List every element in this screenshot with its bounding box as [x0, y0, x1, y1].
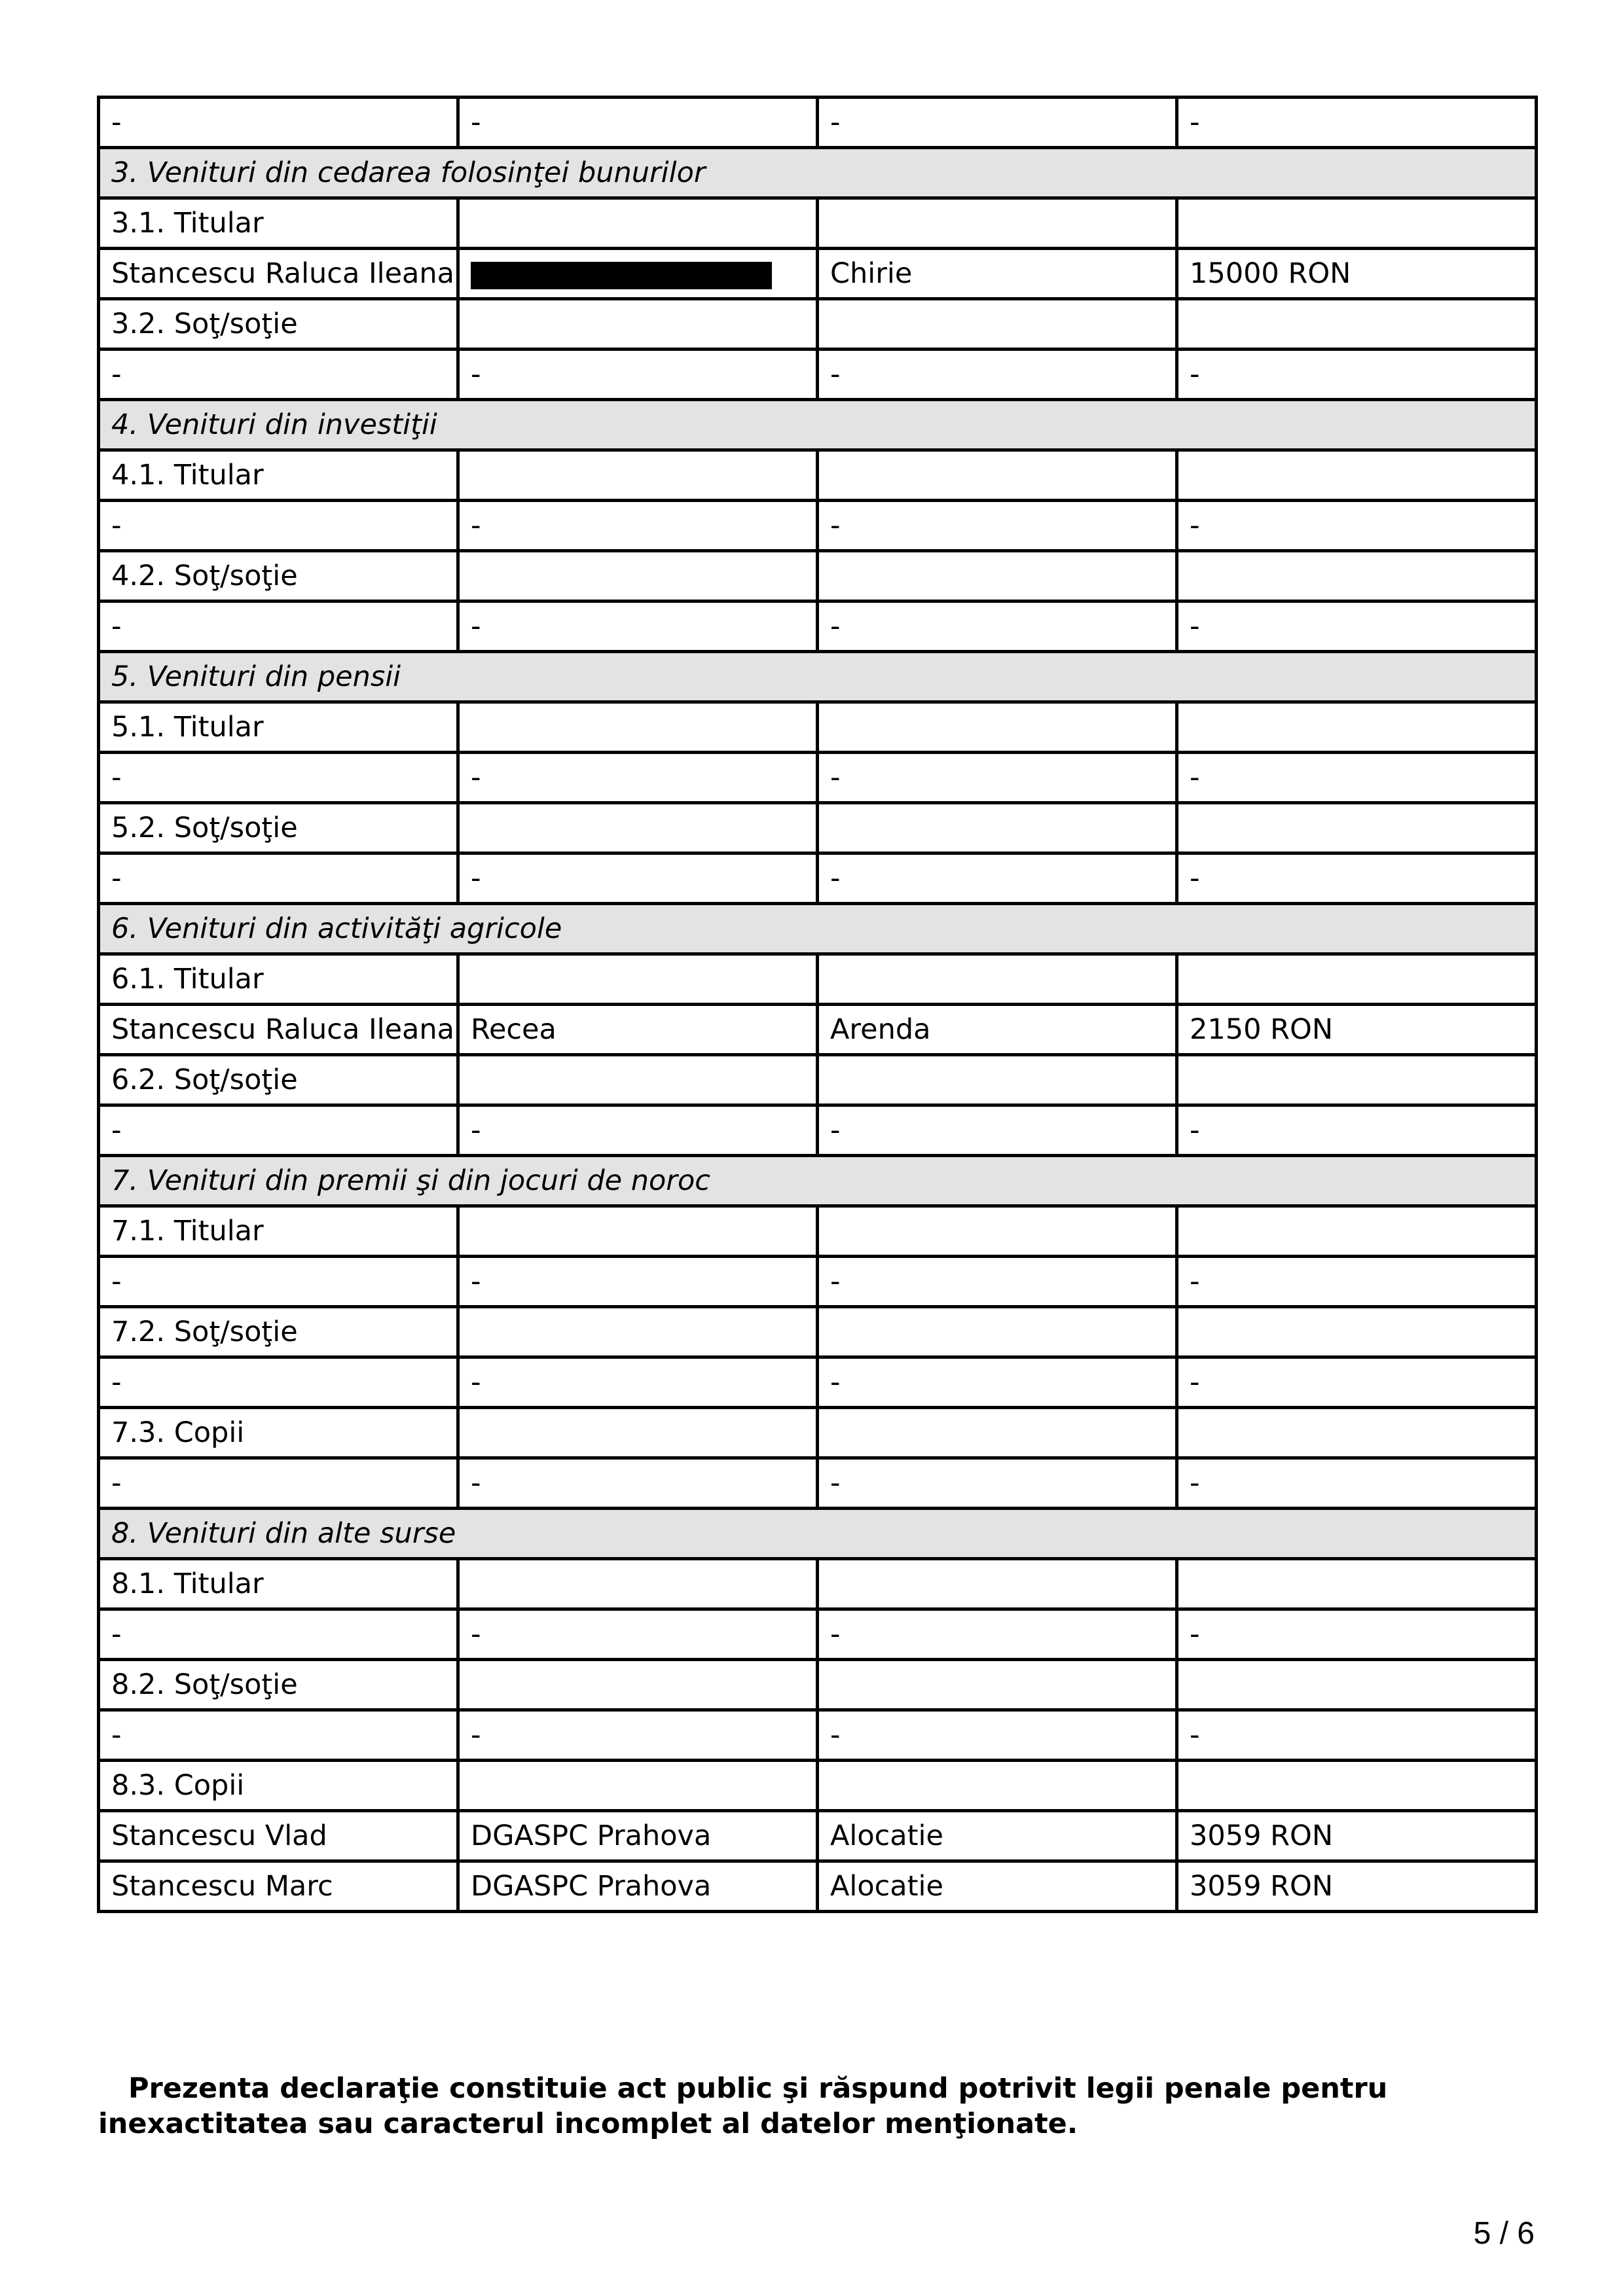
empty-cell: [818, 702, 1177, 753]
section-header-row: [99, 904, 1537, 954]
subsection-row: [99, 1559, 1537, 1609]
table-row: [99, 1861, 1537, 1912]
subsection-row: [99, 1761, 1537, 1811]
subsection-label: 3.1. Titular: [99, 198, 458, 249]
table-cell: -: [99, 98, 458, 148]
table-cell: -: [99, 753, 458, 803]
empty-cell: [818, 1307, 1177, 1357]
subsection-row: [99, 198, 1537, 249]
table-row: [99, 601, 1537, 652]
subsection-row: [99, 1206, 1537, 1257]
subsection-row: [99, 803, 1537, 853]
section-header-row: [99, 1156, 1537, 1206]
table-row: [99, 1257, 1537, 1307]
empty-cell: [1177, 198, 1537, 249]
empty-cell: [458, 1206, 818, 1257]
table-cell: -: [818, 501, 1177, 551]
table-cell: -: [458, 98, 818, 148]
table-cell: -: [1177, 501, 1537, 551]
table-cell: -: [1177, 1357, 1537, 1408]
table-row: [99, 1005, 1537, 1055]
empty-cell: [818, 1660, 1177, 1710]
redacted-cell: [458, 249, 818, 299]
table-cell: -: [1177, 853, 1537, 904]
empty-cell: [818, 1559, 1177, 1609]
empty-cell: [818, 299, 1177, 350]
table-cell: -: [1177, 1105, 1537, 1156]
empty-cell: [1177, 1761, 1537, 1811]
table-cell: -: [458, 350, 818, 400]
empty-cell: [1177, 1408, 1537, 1458]
table-cell: -: [99, 501, 458, 551]
table-cell: -: [1177, 601, 1537, 652]
empty-cell: [1177, 1559, 1537, 1609]
section-title: 5. Venituri din pensii: [99, 652, 1537, 702]
table-cell: -: [99, 601, 458, 652]
table-cell: 15000 RON: [1177, 249, 1537, 299]
subsection-label: 4.1. Titular: [99, 450, 458, 501]
subsection-row: [99, 954, 1537, 1005]
table-cell: -: [818, 1710, 1177, 1761]
table-row: [99, 98, 1537, 148]
empty-cell: [818, 803, 1177, 853]
section-title: 6. Venituri din activităţi agricole: [99, 904, 1537, 954]
subsection-row: [99, 1660, 1537, 1710]
table-cell: -: [818, 1609, 1177, 1660]
subsection-label: 7.3. Copii: [99, 1408, 458, 1458]
table-cell: -: [99, 350, 458, 400]
subsection-label: 3.2. Soţ/soţie: [99, 299, 458, 350]
empty-cell: [818, 450, 1177, 501]
table-cell: Alocatie: [818, 1811, 1177, 1861]
table-cell: -: [818, 601, 1177, 652]
table-cell: Stancescu Raluca Ileana: [99, 1005, 458, 1055]
table-cell: -: [818, 1357, 1177, 1408]
section-title: 8. Venituri din alte surse: [99, 1509, 1537, 1559]
table-cell: -: [458, 1357, 818, 1408]
table-row: [99, 249, 1537, 299]
subsection-label: 7.2. Soţ/soţie: [99, 1307, 458, 1357]
table-cell: -: [818, 1105, 1177, 1156]
subsection-row: [99, 1307, 1537, 1357]
section-header-row: [99, 1509, 1537, 1559]
table-cell: Alocatie: [818, 1861, 1177, 1912]
table-cell: -: [1177, 350, 1537, 400]
empty-cell: [458, 299, 818, 350]
empty-cell: [1177, 1307, 1537, 1357]
table-cell: -: [99, 1105, 458, 1156]
table-cell: -: [818, 1458, 1177, 1509]
empty-cell: [1177, 803, 1537, 853]
table-cell: -: [818, 1257, 1177, 1307]
table-cell: -: [458, 1710, 818, 1761]
table-cell: Chirie: [818, 249, 1177, 299]
table-row: [99, 1357, 1537, 1408]
table-cell: -: [458, 1257, 818, 1307]
declaration-statement: Prezenta declaraţie constituie act public şi răspund potrivit legii penale pentru inexactitatea sau caracterul incomplet al datelor menţionate.: [98, 2072, 1388, 2140]
table-cell: 3059 RON: [1177, 1861, 1537, 1912]
empty-cell: [818, 1206, 1177, 1257]
empty-cell: [1177, 1055, 1537, 1105]
table-row: [99, 1811, 1537, 1861]
empty-cell: [1177, 551, 1537, 601]
subsection-row: [99, 299, 1537, 350]
empty-cell: [1177, 954, 1537, 1005]
section-title: 7. Venituri din premii şi din jocuri de noroc: [99, 1156, 1537, 1206]
table-row: [99, 501, 1537, 551]
income-table-body: [99, 98, 1537, 1912]
table-cell: -: [1177, 753, 1537, 803]
empty-cell: [458, 954, 818, 1005]
table-cell: -: [1177, 1609, 1537, 1660]
table-cell: -: [99, 1710, 458, 1761]
empty-cell: [458, 702, 818, 753]
subsection-label: 6.2. Soţ/soţie: [99, 1055, 458, 1105]
table-row: [99, 1458, 1537, 1509]
table-cell: -: [99, 853, 458, 904]
table-cell: Stancescu Raluca Ileana: [99, 249, 458, 299]
table-cell: Stancescu Vlad: [99, 1811, 458, 1861]
subsection-label: 6.1. Titular: [99, 954, 458, 1005]
empty-cell: [818, 1055, 1177, 1105]
income-table: [97, 96, 1538, 1913]
subsection-row: [99, 1408, 1537, 1458]
table-cell: -: [818, 350, 1177, 400]
table-cell: -: [1177, 1257, 1537, 1307]
table-cell: -: [99, 1609, 458, 1660]
empty-cell: [818, 1408, 1177, 1458]
section-header-row: [99, 652, 1537, 702]
table-cell: DGASPC Prahova: [458, 1861, 818, 1912]
empty-cell: [1177, 1660, 1537, 1710]
empty-cell: [458, 450, 818, 501]
empty-cell: [1177, 299, 1537, 350]
table-cell: -: [1177, 98, 1537, 148]
table-cell: -: [1177, 1458, 1537, 1509]
subsection-row: [99, 702, 1537, 753]
table-row: [99, 753, 1537, 803]
table-row: [99, 853, 1537, 904]
table-cell: -: [818, 753, 1177, 803]
empty-cell: [458, 198, 818, 249]
subsection-label: 8.1. Titular: [99, 1559, 458, 1609]
table-cell: Recea: [458, 1005, 818, 1055]
subsection-row: [99, 551, 1537, 601]
table-cell: -: [458, 1105, 818, 1156]
subsection-row: [99, 1055, 1537, 1105]
table-row: [99, 1710, 1537, 1761]
section-header-row: [99, 400, 1537, 450]
table-cell: 3059 RON: [1177, 1811, 1537, 1861]
table-cell: -: [99, 1458, 458, 1509]
empty-cell: [458, 1761, 818, 1811]
table-cell: -: [818, 853, 1177, 904]
table-cell: -: [1177, 1710, 1537, 1761]
table-cell: -: [458, 853, 818, 904]
empty-cell: [458, 1559, 818, 1609]
empty-cell: [458, 1055, 818, 1105]
table-row: [99, 350, 1537, 400]
subsection-label: 5.1. Titular: [99, 702, 458, 753]
table-row: [99, 1105, 1537, 1156]
table-cell: -: [99, 1257, 458, 1307]
empty-cell: [458, 803, 818, 853]
table-cell: Stancescu Marc: [99, 1861, 458, 1912]
subsection-label: 7.1. Titular: [99, 1206, 458, 1257]
section-title: 4. Venituri din investiţii: [99, 400, 1537, 450]
table-cell: -: [458, 1609, 818, 1660]
empty-cell: [1177, 450, 1537, 501]
section-title: 3. Venituri din cedarea folosinţei bunurilor: [99, 148, 1537, 198]
table-cell: -: [458, 753, 818, 803]
empty-cell: [458, 1408, 818, 1458]
empty-cell: [818, 1761, 1177, 1811]
subsection-label: 8.3. Copii: [99, 1761, 458, 1811]
table-cell: -: [818, 98, 1177, 148]
subsection-label: 4.2. Soţ/soţie: [99, 551, 458, 601]
empty-cell: [818, 198, 1177, 249]
empty-cell: [818, 551, 1177, 601]
empty-cell: [458, 1307, 818, 1357]
table-cell: -: [458, 1458, 818, 1509]
empty-cell: [1177, 702, 1537, 753]
redaction-block: [471, 262, 772, 289]
table-cell: -: [99, 1357, 458, 1408]
empty-cell: [818, 954, 1177, 1005]
empty-cell: [458, 1660, 818, 1710]
subsection-label: 5.2. Soţ/soţie: [99, 803, 458, 853]
section-header-row: [99, 148, 1537, 198]
empty-cell: [458, 551, 818, 601]
table-cell: -: [458, 601, 818, 652]
page-number: 5 / 6: [1473, 2216, 1535, 2251]
table-cell: Arenda: [818, 1005, 1177, 1055]
subsection-label: 8.2. Soţ/soţie: [99, 1660, 458, 1710]
empty-cell: [1177, 1206, 1537, 1257]
table-cell: DGASPC Prahova: [458, 1811, 818, 1861]
table-cell: 2150 RON: [1177, 1005, 1537, 1055]
table-cell: -: [458, 501, 818, 551]
subsection-row: [99, 450, 1537, 501]
table-row: [99, 1609, 1537, 1660]
